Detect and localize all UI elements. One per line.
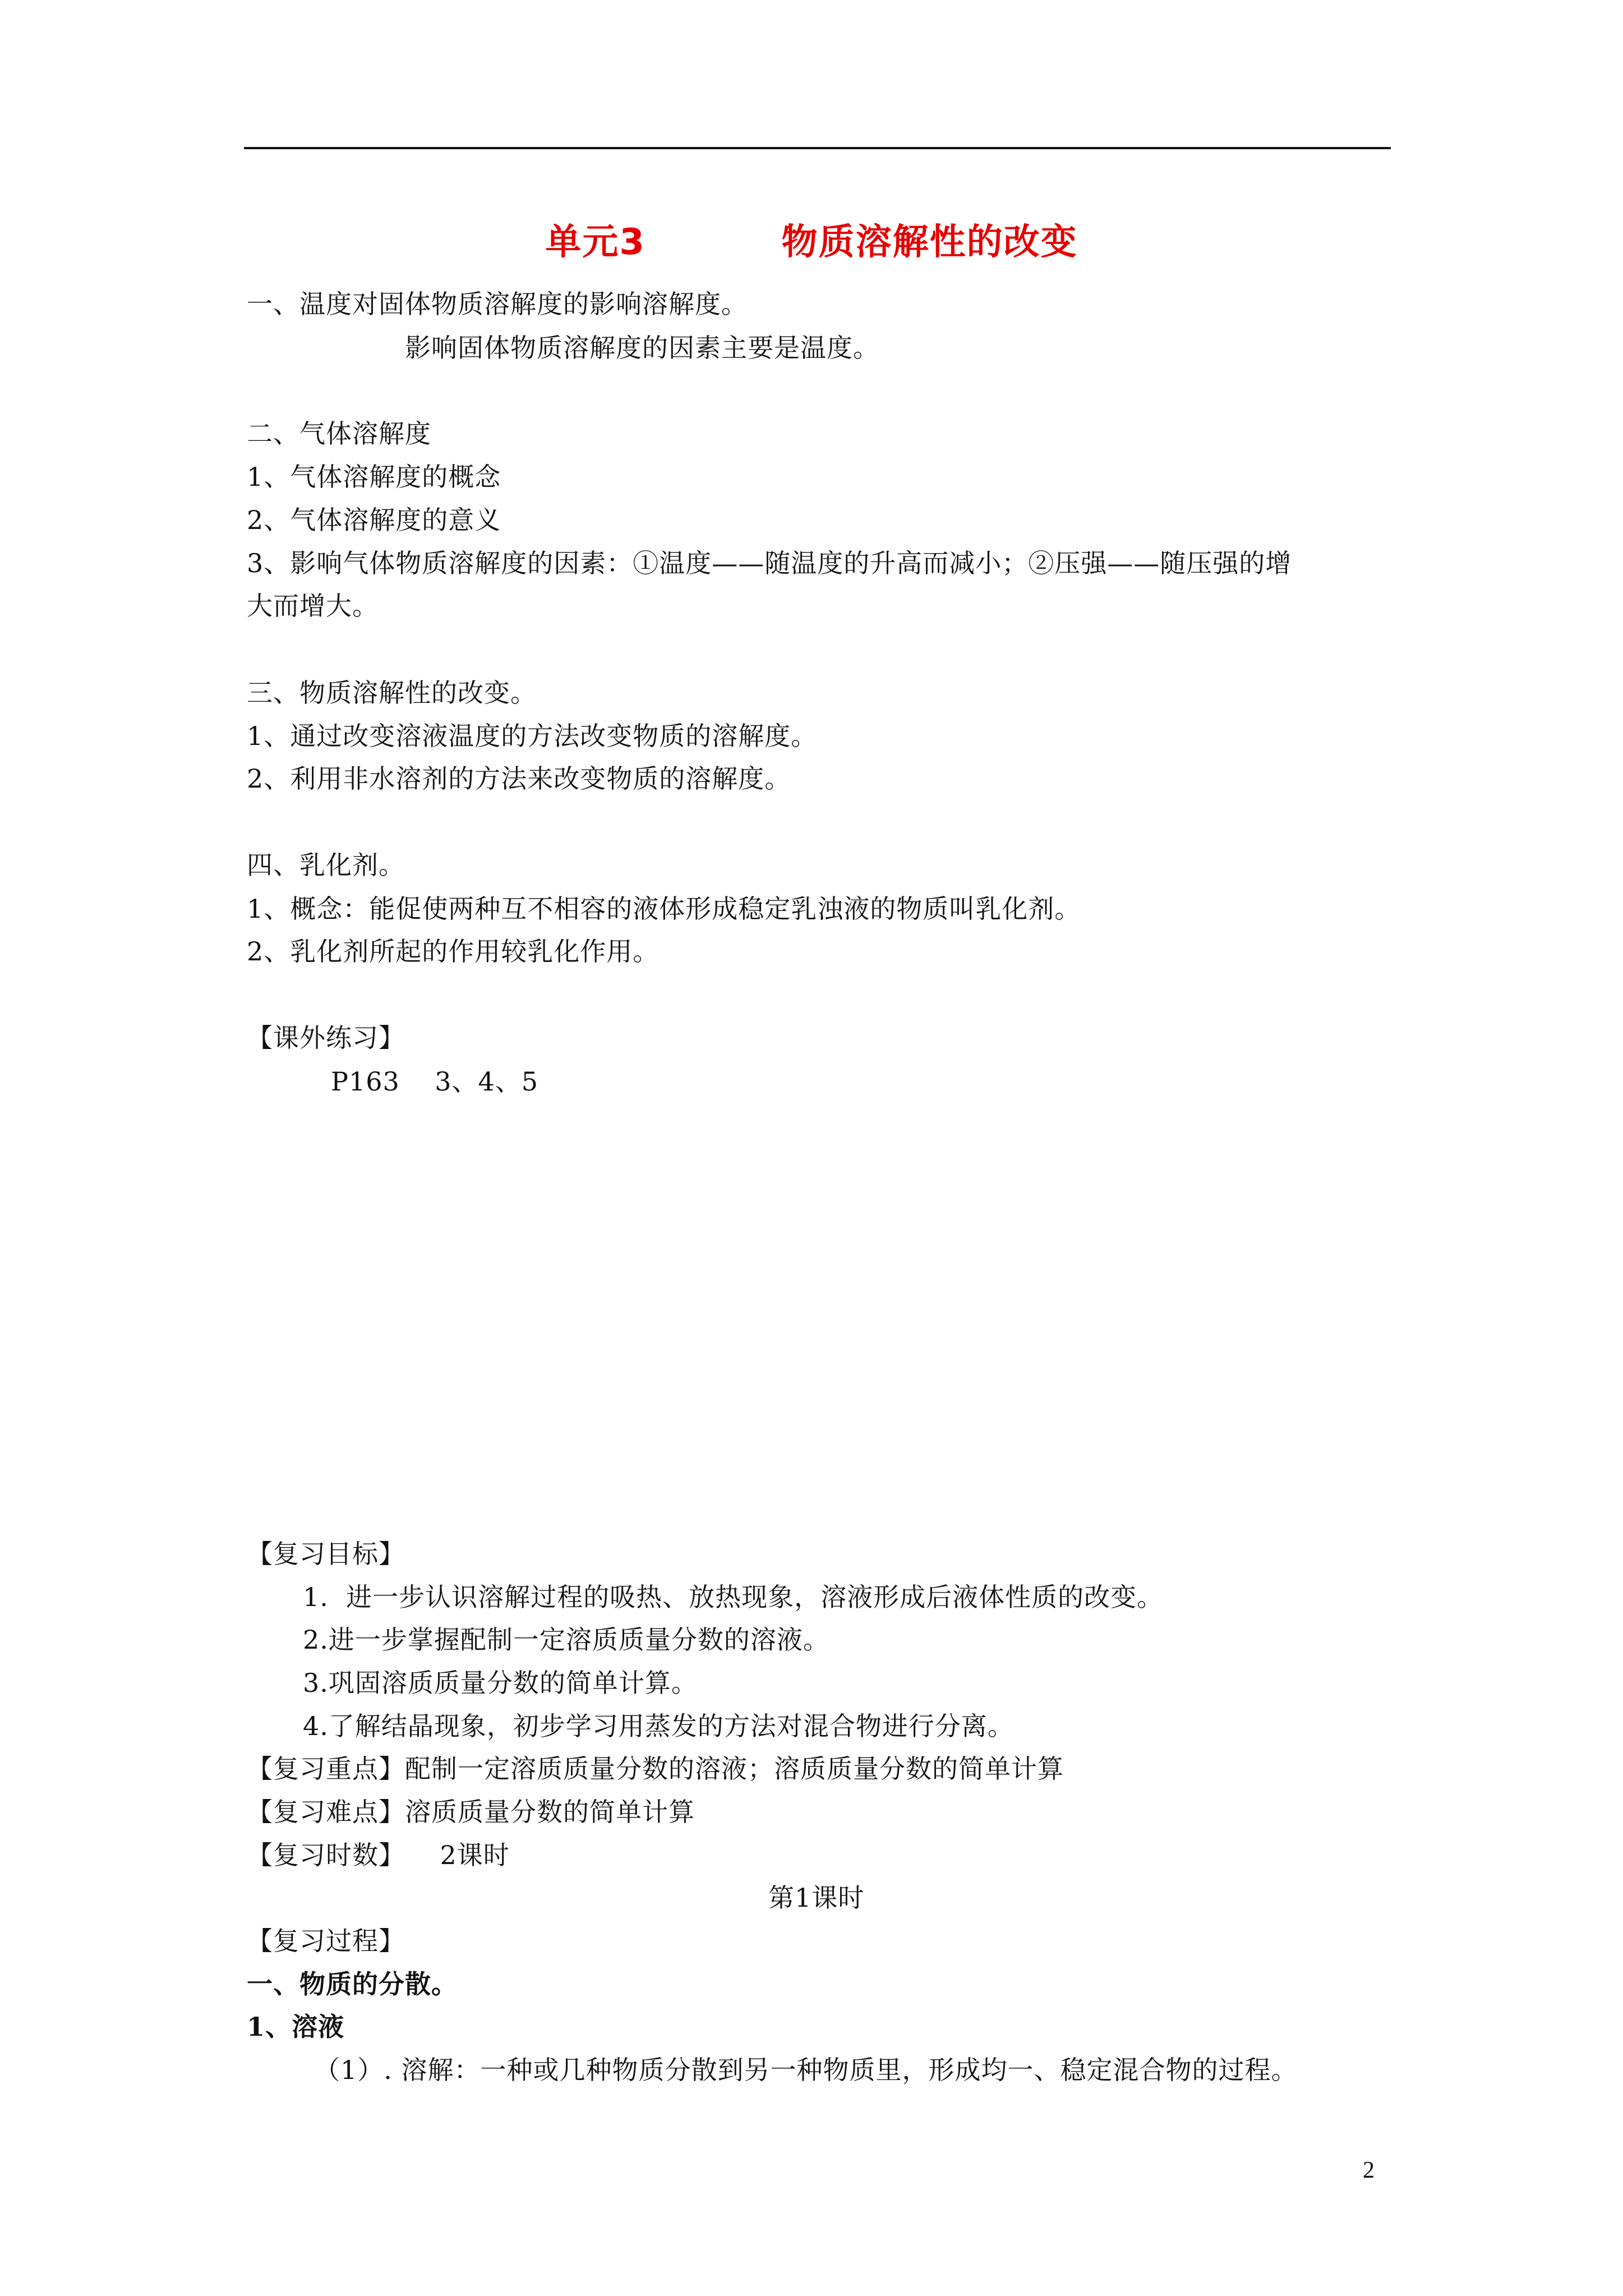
exercise-content: P163 3、4、5	[331, 1066, 539, 1097]
review-hours: 【复习时数】 2课时	[247, 1840, 510, 1870]
section4-heading: 四、乳化剂。	[247, 850, 405, 880]
review-goal-3: 3.巩固溶质质量分数的简单计算。	[303, 1668, 698, 1698]
review-focus: 【复习重点】配制一定溶质质量分数的溶液；溶质质量分数的简单计算	[247, 1754, 1064, 1784]
section2-item3-line2: 大而增大。	[247, 591, 379, 621]
section2-item1: 1、气体溶解度的概念	[247, 462, 501, 492]
section2-item3-line1: 3、影响气体物质溶解度的因素：①温度——随温度的升高而减小；②压强——随压强的增	[247, 548, 1292, 578]
section4-item1: 1、概念：能促使两种互不相容的液体形成稳定乳浊液的物质叫乳化剂。	[247, 894, 1081, 924]
section1-line: 影响固体物质溶解度的因素主要是温度。	[405, 333, 879, 363]
section2-item2: 2、气体溶解度的意义	[247, 505, 501, 535]
sub1-heading: 1、溶液	[247, 2012, 345, 2042]
section3-item2: 2、利用非水溶剂的方法来改变物质的溶解度。	[247, 763, 791, 794]
review-goal-1: 1. 进一步认识溶解过程的吸热、放热现象，溶液形成后液体性质的改变。	[303, 1582, 1164, 1612]
review-goal-4: 4.了解结晶现象，初步学习用蒸发的方法对混合物进行分离。	[303, 1711, 1014, 1741]
page-number: 2	[1363, 2157, 1375, 2183]
review-goals-heading: 【复习目标】	[247, 1539, 405, 1569]
section2-heading: 二、气体溶解度	[247, 418, 431, 449]
section3-heading: 三、物质溶解性的改变。	[247, 678, 537, 708]
part1-heading: 一、物质的分散。	[247, 1969, 458, 1999]
header-rule	[244, 147, 1391, 149]
sub1-item1: （1）. 溶解：一种或几种物质分散到另一种物质里，形成均一、稳定混合物的过程。	[314, 2055, 1298, 2085]
exercise-heading: 【课外练习】	[247, 1023, 405, 1053]
lesson-label: 第1课时	[768, 1883, 865, 1913]
review-difficulty: 【复习难点】溶质质量分数的简单计算	[247, 1797, 695, 1827]
section4-item2: 2、乳化剂所起的作用较乳化作用。	[247, 936, 660, 967]
review-goal-2: 2.进一步掌握配制一定溶质质量分数的溶液。	[303, 1625, 829, 1655]
section1-heading: 一、温度对固体物质溶解度的影响溶解度。	[247, 289, 748, 319]
section3-item1: 1、通过改变溶液温度的方法改变物质的溶解度。	[247, 721, 818, 751]
review-process-heading: 【复习过程】	[247, 1926, 405, 1956]
page-title: 单元3 物质溶解性的改变	[545, 222, 1078, 263]
